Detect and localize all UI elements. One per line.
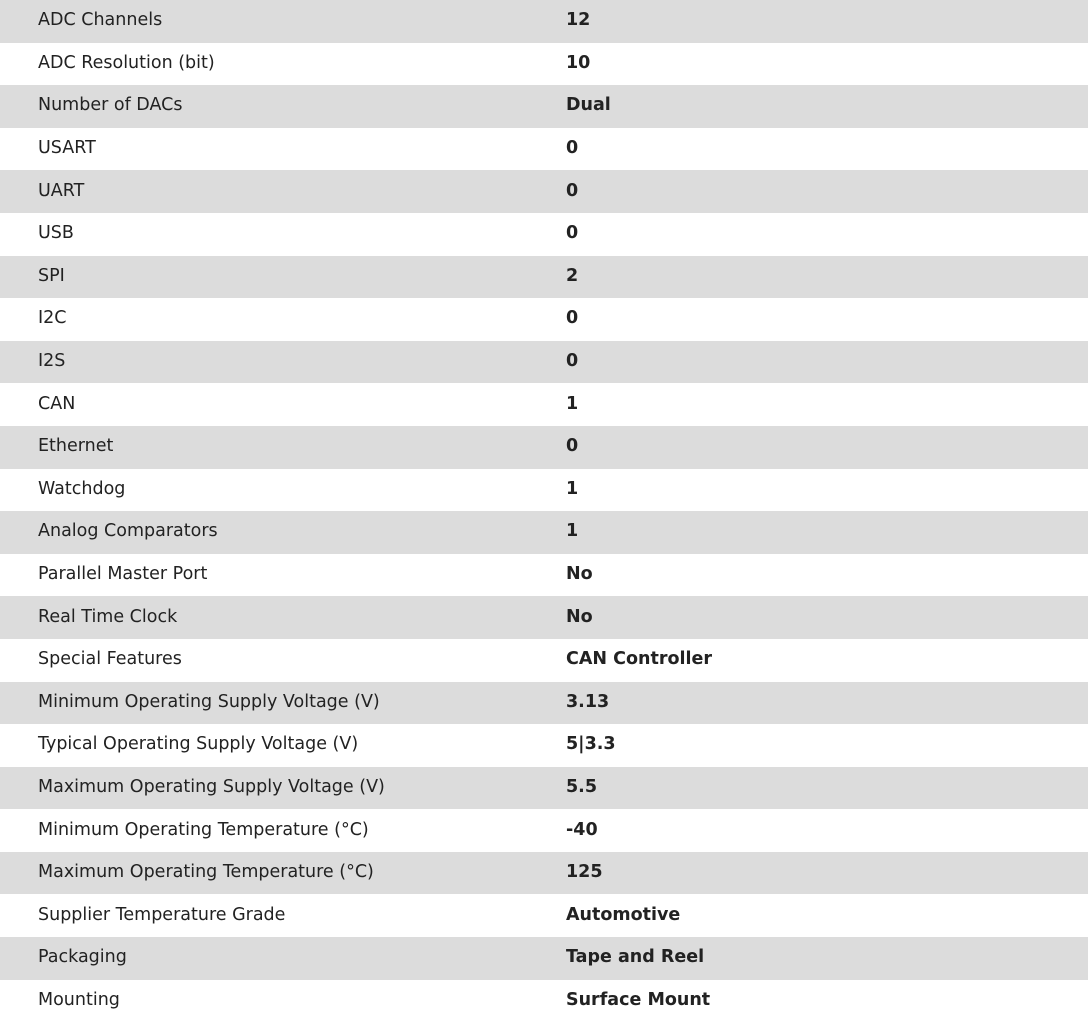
- spec-value: 10: [566, 53, 591, 74]
- spec-row-adc-channels: [0, 0, 1088, 43]
- spec-row-uart: [0, 170, 1088, 213]
- spec-row-supplier-temperature-grade: [0, 894, 1088, 937]
- spec-label: Packaging: [38, 947, 127, 968]
- spec-label: USB: [38, 223, 74, 244]
- spec-row-packaging: [0, 937, 1088, 980]
- spec-value: 125: [566, 862, 603, 883]
- spec-value: 0: [566, 351, 579, 372]
- spec-label: Maximum Operating Supply Voltage (V): [38, 777, 385, 798]
- spec-value: 1: [566, 521, 579, 542]
- spec-label: Analog Comparators: [38, 521, 218, 542]
- spec-label: Minimum Operating Temperature (°C): [38, 819, 369, 840]
- spec-value: 2: [566, 266, 579, 287]
- spec-label: ADC Resolution (bit): [38, 53, 215, 74]
- spec-label: Parallel Master Port: [38, 564, 208, 585]
- spec-label: I2S: [38, 351, 66, 372]
- spec-label: Ethernet: [38, 436, 114, 457]
- spec-row-adc-resolution: [0, 43, 1088, 86]
- spec-label: Number of DACs: [38, 95, 183, 116]
- spec-label: Maximum Operating Temperature (°C): [38, 862, 374, 883]
- spec-value: Tape and Reel: [566, 947, 705, 968]
- spec-label: Watchdog: [38, 479, 126, 500]
- spec-row-min-operating-temperature: [0, 809, 1088, 852]
- spec-value: 0: [566, 180, 579, 201]
- spec-label: Real Time Clock: [38, 606, 178, 627]
- spec-value: No: [566, 606, 593, 627]
- spec-label: SPI: [38, 266, 65, 287]
- spec-row-can: [0, 383, 1088, 426]
- spec-row-mounting: [0, 980, 1088, 1022]
- spec-row-min-supply-voltage: [0, 682, 1088, 725]
- spec-row-number-of-dacs: [0, 85, 1088, 128]
- spec-value: Surface Mount: [566, 990, 711, 1011]
- spec-value: 0: [566, 436, 579, 457]
- spec-value: 3.13: [566, 691, 610, 712]
- spec-value: Dual: [566, 95, 611, 116]
- spec-row-usb: [0, 213, 1088, 256]
- spec-value: 5|3.3: [566, 734, 616, 755]
- spec-row-usart: [0, 128, 1088, 171]
- spec-value: 0: [566, 308, 579, 329]
- spec-label: USART: [38, 138, 96, 159]
- spec-value: CAN Controller: [566, 649, 712, 670]
- spec-value: 5.5: [566, 777, 598, 798]
- spec-row-spi: [0, 256, 1088, 299]
- spec-row-special-features: [0, 639, 1088, 682]
- spec-row-real-time-clock: [0, 596, 1088, 639]
- spec-value: No: [566, 564, 593, 585]
- spec-value: 0: [566, 138, 579, 159]
- spec-label: Special Features: [38, 649, 182, 670]
- spec-label: ADC Channels: [38, 10, 163, 31]
- spec-row-i2c: [0, 298, 1088, 341]
- spec-value: 0: [566, 223, 579, 244]
- spec-label: Minimum Operating Supply Voltage (V): [38, 691, 380, 712]
- spec-row-max-supply-voltage: [0, 767, 1088, 810]
- spec-label: Supplier Temperature Grade: [38, 904, 286, 925]
- spec-row-ethernet: [0, 426, 1088, 469]
- spec-row-i2s: [0, 341, 1088, 384]
- spec-label: UART: [38, 180, 85, 201]
- spec-label: I2C: [38, 308, 67, 329]
- spec-value: Automotive: [566, 904, 681, 925]
- spec-value: 12: [566, 10, 591, 31]
- spec-label: CAN: [38, 393, 76, 414]
- spec-value: 1: [566, 393, 579, 414]
- spec-row-parallel-master-port: [0, 554, 1088, 597]
- spec-value: -40: [566, 819, 598, 840]
- spec-row-typical-supply-voltage: [0, 724, 1088, 767]
- spec-label: Typical Operating Supply Voltage (V): [38, 734, 359, 755]
- spec-row-analog-comparators: [0, 511, 1088, 554]
- spec-row-watchdog: [0, 469, 1088, 512]
- spec-row-max-operating-temperature: [0, 852, 1088, 895]
- spec-label: Mounting: [38, 990, 120, 1011]
- spec-value: 1: [566, 479, 579, 500]
